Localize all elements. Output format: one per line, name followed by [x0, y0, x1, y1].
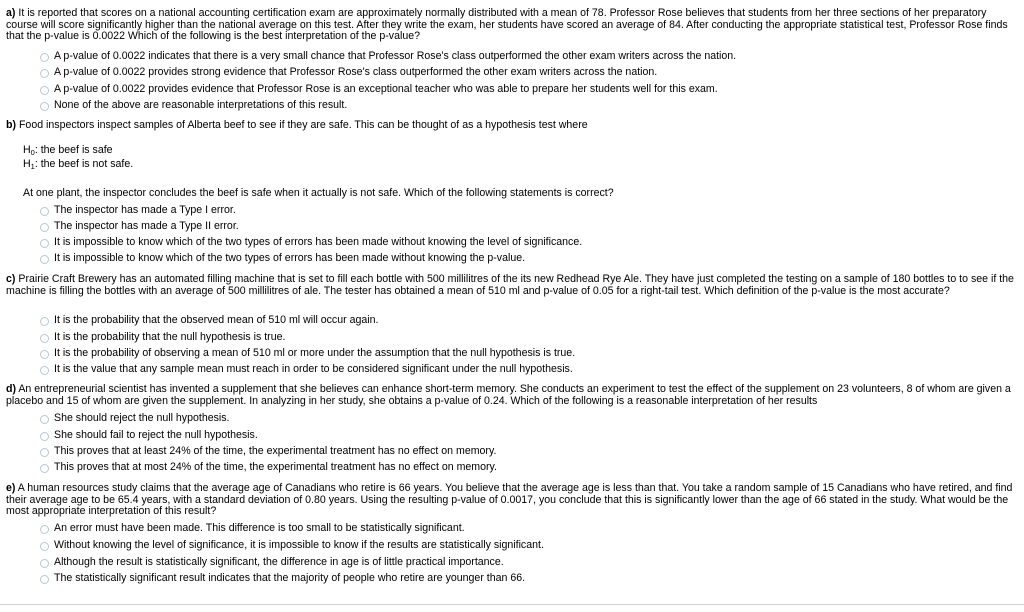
- question-d-stem: An entrepreneurial scientist has invented a supplement that she believes can enhance short-term memory. She conducts an experiment to test the effect of the supplement on 23 volunteers, 8 of whom are given a placebo and 15 of whom are given the supplement. In analyzing in her study, she obtains a p-value of 0.24. Which of the following is a reasonable interpretation of her results: [6, 383, 1011, 407]
- question-a-option-1[interactable]: [40, 50, 736, 64]
- radio-icon[interactable]: [40, 448, 49, 457]
- option-label: This proves that at least 24% of the time, the experimental treatment has no effect on memory.: [54, 445, 497, 458]
- option-label: A p-value of 0.0022 indicates that there is a very small chance that Professor Rose's class outperformed the other exam writers across the nation.: [54, 50, 737, 63]
- question-d-letter: d): [6, 383, 16, 395]
- null-hypothesis: $H_0$: the beef is safe: [23, 144, 113, 157]
- question-a-option-3[interactable]: [40, 83, 718, 97]
- option-label: It is impossible to know which of the two types of errors has been made without knowing the level of significance.: [54, 236, 583, 249]
- question-a-option-4[interactable]: [40, 99, 347, 113]
- option-label: This proves that at most 24% of the time, the experimental treatment has no effect on memory.: [54, 461, 497, 474]
- radio-icon[interactable]: [40, 255, 49, 264]
- option-label: A p-value of 0.0022 provides evidence that Professor Rose is an exceptional teacher who was able to prepare her students well for this exam.: [54, 83, 718, 96]
- option-label: Although the result is statistically significant, the difference in age is of little practical importance.: [54, 556, 504, 569]
- question-e-option-1[interactable]: [40, 522, 465, 536]
- question-e: [6, 483, 1014, 518]
- question-c-letter: c): [6, 273, 16, 285]
- radio-icon[interactable]: [40, 542, 49, 551]
- question-a: [6, 8, 1014, 43]
- radio-icon[interactable]: [40, 102, 49, 111]
- option-label: She should fail to reject the null hypothesis.: [54, 429, 258, 442]
- question-c: [6, 274, 1014, 297]
- option-label: It is impossible to know which of the two types of errors has been made without knowing the p-value.: [54, 252, 526, 265]
- radio-icon[interactable]: [40, 366, 49, 375]
- alternative-hypothesis: $H_1$: the beef is not safe.: [23, 158, 134, 171]
- question-b: [6, 120, 1014, 132]
- question-d-option-1[interactable]: [40, 412, 230, 426]
- radio-icon[interactable]: [40, 239, 49, 248]
- option-label: It is the probability that the observed mean of 510 ml will occur again.: [54, 314, 379, 327]
- radio-icon[interactable]: [40, 559, 49, 568]
- radio-icon[interactable]: [40, 575, 49, 584]
- question-b-stem: Food inspectors inspect samples of Alberta beef to see if they are safe. This can be thought of as a hypothesis test where: [18, 119, 588, 131]
- question-a-letter: a): [6, 7, 16, 19]
- question-b-prompt: At one plant, the inspector concludes the beef is safe when it actually is not safe. Which of the following statements is correct?: [23, 187, 614, 199]
- question-e-option-2[interactable]: [40, 539, 544, 553]
- radio-icon[interactable]: [40, 223, 49, 232]
- question-a-option-2[interactable]: [40, 66, 657, 80]
- option-label: She should reject the null hypothesis.: [54, 412, 230, 425]
- radio-icon[interactable]: [40, 207, 49, 216]
- radio-icon[interactable]: [40, 69, 49, 78]
- question-b-option-3[interactable]: [40, 236, 582, 250]
- radio-icon[interactable]: [40, 350, 49, 359]
- question-b-option-1[interactable]: [40, 204, 236, 218]
- option-label: The inspector has made a Type II error.: [54, 220, 239, 233]
- question-d-option-2[interactable]: [40, 429, 258, 443]
- radio-icon[interactable]: [40, 334, 49, 343]
- question-c-option-1[interactable]: [40, 314, 378, 328]
- radio-icon[interactable]: [40, 86, 49, 95]
- option-label: It is the probability that the null hypothesis is true.: [54, 331, 286, 344]
- radio-icon[interactable]: [40, 317, 49, 326]
- question-e-letter: e): [6, 482, 16, 494]
- option-label: It is the value that any sample mean must reach in order to be considered significant under the null hypothesis.: [54, 363, 573, 376]
- question-b-option-2[interactable]: [40, 220, 239, 234]
- option-label: Without knowing the level of significance, it is impossible to know if the results are statistically significant.: [54, 539, 544, 552]
- question-e-option-4[interactable]: [40, 572, 525, 586]
- question-e-option-3[interactable]: [40, 556, 504, 570]
- question-c-option-3[interactable]: [40, 347, 575, 361]
- question-d-option-4[interactable]: [40, 461, 497, 475]
- radio-icon[interactable]: [40, 432, 49, 441]
- option-label: A p-value of 0.0022 provides strong evidence that Professor Rose's class outperformed the other exam writers across the nation.: [54, 66, 658, 79]
- bottom-divider: [0, 604, 1024, 605]
- question-c-stem: Prairie Craft Brewery has an automated filling machine that is set to fill each bottle with 500 millilitres of the its new Redhead Rye Ale. They have just completed the testing on a sample of 180 bottles to to see if the machine is filling the bottles with an average of 500 millilitres of ale. The tester has obtained a mean of 510 ml and p-value of 0.05 for a right-tail test. Which definition of the p-value is the most accurate?: [6, 273, 1014, 297]
- option-label: It is the probability of observing a mean of 510 ml or more under the assumption that the null hypothesis is true.: [54, 347, 576, 360]
- option-label: The inspector has made a Type I error.: [54, 204, 236, 217]
- option-label: None of the above are reasonable interpretations of this result.: [54, 99, 348, 112]
- question-d: [6, 384, 1014, 407]
- option-label: An error must have been made. This difference is too small to be statistically significant.: [54, 522, 465, 535]
- question-b-letter: b): [6, 119, 16, 131]
- radio-icon[interactable]: [40, 53, 49, 62]
- question-a-stem: It is reported that scores on a national accounting certification exam are approximately normally distributed with a mean of 78. Professor Rose believes that students from her three sections of her preparatory course will score significantly higher than the national average on this test. After they write the exam, her students have scored an average of 84. After conducting the appropriate statistical test, Professor Rose finds that the p-value is 0.0022 Which of the following is the best interpretation of the p-value?: [6, 7, 1008, 43]
- question-e-stem: A human resources study claims that the average age of Canadians who retire is 66 years. You believe that the average age is less than that. You take a random sample of 15 Canadians who have retired, and find their average age to be 65.4 years, with a standard deviation of 0.80 years. Using the resulting p-value of 0.0017, you conclude that this is significantly lower than the age of 66 stated in the study. What would be the most appropriate interpretation of this result?: [6, 482, 1013, 518]
- option-label: The statistically significant result indicates that the majority of people who retire are younger than 66.: [54, 572, 526, 585]
- question-c-option-2[interactable]: [40, 331, 285, 345]
- radio-icon[interactable]: [40, 415, 49, 424]
- question-b-option-4[interactable]: [40, 252, 525, 266]
- radio-icon[interactable]: [40, 464, 49, 473]
- question-d-option-3[interactable]: [40, 445, 496, 459]
- radio-icon[interactable]: [40, 525, 49, 534]
- question-c-option-4[interactable]: [40, 363, 573, 377]
